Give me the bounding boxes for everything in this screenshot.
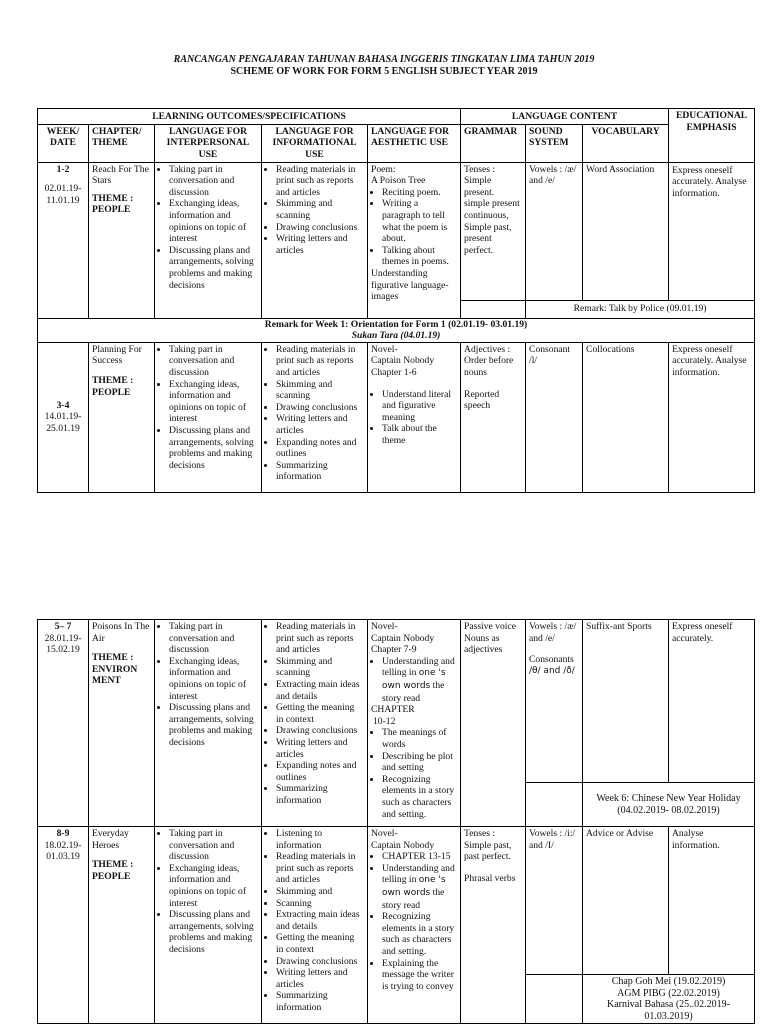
header-row-sub [38, 124, 755, 162]
remark-line: Karnival Bahasa (25..02.2019- 01.03.2019) [606, 999, 731, 1022]
list-item: • Talking about themes in poems. [382, 245, 457, 268]
list-item: • Skimming and scanning [276, 198, 364, 221]
aesthetic-line: A Poison Tree [371, 175, 426, 187]
chapter-title: Poisons In The Air [92, 621, 150, 644]
list-item: • Getting the meaning in context [276, 932, 364, 955]
list-item: • Taking part in conversation and discussion [169, 344, 258, 379]
table-row [38, 162, 755, 300]
list-item: • Expanding notes and outlines [276, 760, 364, 783]
grammar-cell-empty [461, 300, 526, 318]
emphasis-cell: Express oneself accurately. Analyse information. [669, 162, 755, 300]
theme-value: PEOPLE [92, 870, 131, 882]
week-cell [38, 342, 89, 492]
vocabulary-header: VOCABULARY [583, 124, 669, 162]
week-dates: 02.01.19-11.01.19 [44, 183, 82, 206]
remark-line: Chap Goh Mei (19.02.2019) [611, 976, 726, 987]
list-item: • Recognizing elements in a story such as characters and setting. [382, 774, 457, 820]
list-item: • Discussing plans and arrangements, solving problems and making decisions [169, 425, 258, 471]
list-item [382, 656, 457, 704]
informational-cell [262, 620, 368, 827]
week-date-header: WEEK/ DATE [38, 124, 89, 162]
educational-emphasis-header: EDUCATIONAL EMPHASIS [669, 109, 755, 163]
list-item: • Understand literal and figurative meaning [382, 389, 457, 424]
header-row-top [38, 109, 755, 125]
informational-cell [262, 162, 368, 318]
list-item: • CHAPTER 13-15 [382, 851, 457, 863]
list-item: • Writing a paragraph to tell what the poem is about. [382, 198, 457, 244]
vocabulary-cell: Word Association [583, 162, 669, 300]
aesthetic-line: Captain Nobody [371, 839, 435, 851]
week-number: 3-4 [56, 399, 70, 411]
list-item: • Drawing conclusions [276, 725, 364, 737]
emphasis-cell: Analyse information. [669, 827, 755, 975]
grammar-cell [461, 342, 526, 492]
list-item: • Reading materials in print such as reports and articles [276, 621, 364, 656]
list-item: • Discussing plans and arrangements, solving problems and making decisions [169, 909, 258, 955]
list-item: • Summarizing information [276, 783, 364, 806]
aesthetic-line: Chapter 1-6 [371, 366, 417, 378]
sound-system-cell: Vowels : /i:/ and /I/ [526, 827, 583, 975]
grammar-text: Tenses : Simple past, past perfect. [464, 828, 512, 863]
aesthetic-text: the story read [382, 679, 445, 704]
vocabulary-cell: Suffix-ant Sports [583, 620, 669, 783]
list-item: • Taking part in conversation and discussion [169, 164, 258, 199]
theme-value: PEOPLE [92, 386, 131, 398]
remark-week1-line1: Remark for Week 1: Orientation for Form 1 (02.01.19- 03.01.19) [264, 318, 528, 330]
sound-system-cell: Consonant /l/ [526, 342, 583, 492]
list-item: • Exchanging ideas, information and opinions on topic of interest [169, 863, 258, 909]
sound-system-header: SOUND SYSTEM [526, 124, 583, 162]
theme-label: THEME : [92, 374, 134, 386]
interpersonal-header: LANGUAGE FOR INTERPERSONAL USE [155, 124, 262, 162]
aesthetic-line: Captain Nobody [371, 355, 435, 367]
list-item: • Taking part in conversation and discussion [169, 828, 258, 863]
remark-week1-line2: Sukan Tara (04.01.19) [351, 330, 441, 342]
grammar-cell: Tenses : Simple present. simple present continuous, Simple past, present perfect. [461, 162, 526, 300]
week-number: 1-2 [56, 163, 70, 175]
list-item: • Writing letters and articles [276, 967, 364, 990]
chapter-title: Reach For The Stars [92, 163, 149, 187]
chapter-cell [89, 827, 155, 1024]
aesthetic-text: Understanding and telling in [382, 655, 455, 679]
aesthetic-line: Novel- [371, 621, 398, 632]
list-item: • Reading materials in print such as reports and articles [276, 164, 364, 199]
remark-cell [583, 975, 755, 1024]
informational-cell [262, 827, 368, 1024]
document-title-malay: RANCANGAN PENGAJARAN TAHUNAN BAHASA INGGERIS TINGKATAN LIMA TAHUN 2019 [173, 54, 595, 65]
theme-label: THEME : [92, 859, 134, 871]
list-item: • Reciting poem. [382, 187, 457, 199]
aesthetic-cell [368, 162, 461, 318]
grammar-text-2: Reported speech [464, 388, 500, 412]
list-item: • Explaining the message the writer is trying to convey [382, 958, 457, 993]
list-item: • Skimming and [276, 886, 364, 898]
sound-system-cell-empty [526, 975, 583, 1024]
list-item: • Listening to information [276, 828, 364, 851]
table-row [38, 827, 755, 975]
emphasis-cell: Express oneself accurately. Analyse information. [669, 342, 755, 492]
sound-system-cell [526, 620, 583, 783]
list-item: • Taking part in conversation and discussion [169, 621, 258, 656]
list-item: • Writing letters and articles [276, 737, 364, 760]
remark-cell [583, 783, 755, 827]
list-item: • Scanning [276, 898, 364, 910]
list-item: • Describing he plot and setting [382, 751, 457, 774]
theme-value: ENVIRON MENT [92, 663, 138, 687]
table-row [38, 318, 755, 342]
week-dates: 28.01.19-15.02.19 [44, 632, 82, 656]
aesthetic-text: Understanding and telling in [382, 862, 455, 886]
grammar-header: GRAMMAR [461, 124, 526, 162]
table-row [38, 342, 755, 492]
list-item: • Writing letters and articles [276, 413, 364, 436]
language-content-header: LANGUAGE CONTENT [461, 109, 669, 125]
list-item: • Getting the meaning in context [276, 702, 364, 725]
week-cell [38, 162, 89, 318]
sound-text-2: Consonants [529, 654, 574, 666]
theme-label: THEME : [92, 192, 134, 204]
remark-cell: Remark: Talk by Police (09.01.19) [526, 300, 755, 318]
list-item: • Reading materials in print such as reports and articles [276, 344, 364, 379]
document-title-english: SCHEME OF WORK FOR FORM 5 ENGLISH SUBJECT YEAR 2019 [230, 66, 538, 77]
grammar-cell [461, 827, 526, 1024]
remark-week1-cell [38, 318, 755, 342]
week-dates: 14.01.19-25.01.19 [44, 411, 82, 435]
list-item: • Reading materials in print such as reports and articles [276, 851, 364, 886]
list-item: • Exchanging ideas, information and opinions on topic of interest [169, 656, 258, 702]
aesthetic-handwritten-text: one 's own words [382, 875, 446, 898]
list-item: • Drawing conclusions [276, 956, 364, 968]
list-item: • Recognizing elements in a story such as characters and setting. [382, 911, 457, 957]
aesthetic-line: Chapter 7-9 [371, 644, 417, 656]
interpersonal-cell [155, 827, 262, 1024]
aesthetic-cell [368, 827, 461, 1024]
aesthetic-cell [368, 342, 461, 492]
aesthetic-line: Novel- [371, 828, 398, 839]
list-item: • The meanings of words [382, 727, 457, 750]
scheme-table-part2 [37, 619, 755, 1024]
list-item: • Summarizing information [276, 990, 364, 1013]
grammar-text-2: Phrasal verbs [464, 872, 516, 884]
grammar-cell: Passive voice Nouns as adjectives [461, 620, 526, 827]
emphasis-cell: Express oneself accurately. [669, 620, 755, 783]
aesthetic-text: the story read [382, 886, 445, 911]
week-cell [38, 620, 89, 827]
remark-line: Week 6: Chinese New Year Holiday [596, 792, 741, 804]
aesthetic-header: LANGUAGE FOR AESTHETIC USE [368, 124, 461, 162]
week-number: 5– 7 [54, 621, 72, 632]
week-dates: 18.02.19-01.03.19 [44, 839, 82, 863]
aesthetic-line: Captain Nobody [371, 632, 435, 644]
sound-handwritten-text: /θ/ and /ð/ [529, 665, 575, 676]
week-cell [38, 827, 89, 1024]
scheme-table-part1 [37, 108, 755, 493]
interpersonal-cell [155, 620, 262, 827]
list-item: • Skimming and scanning [276, 379, 364, 402]
aesthetic-line: CHAPTER [371, 704, 415, 716]
chapter-cell [89, 342, 155, 492]
sound-system-cell: Vowels : /æ/ and /e/ [526, 162, 583, 300]
aesthetic-line: Understanding figurative language-images [371, 267, 449, 303]
sound-system-cell-empty [526, 783, 583, 827]
aesthetic-line: Novel- [371, 343, 398, 355]
list-item: • Discussing plans and arrangements, solving problems and making decisions [169, 245, 258, 291]
chapter-title: Planning For Success [92, 343, 142, 367]
vocabulary-cell: Advice or Advise [583, 827, 669, 975]
aesthetic-line: 10-12 [373, 715, 396, 727]
list-item: • Extracting main ideas and details [276, 679, 364, 702]
list-item: • Exchanging ideas, information and opinions on topic of interest [169, 379, 258, 425]
list-item: • Drawing conclusions [276, 402, 364, 414]
learning-outcomes-header: LEARNING OUTCOMES/SPECIFICATIONS [38, 109, 461, 125]
remark-line: (04.02.2019- 08.02.2019) [617, 804, 720, 816]
theme-value: PEOPLE [92, 204, 131, 216]
grammar-text: Adjectives : Order before nouns [464, 343, 514, 378]
list-item: • Summarizing information [276, 460, 364, 483]
list-item: • Writing letters and articles [276, 233, 364, 256]
list-item [382, 863, 457, 911]
informational-cell [262, 342, 368, 492]
table-row [38, 620, 755, 783]
week-number: 8-9 [56, 828, 70, 839]
aesthetic-line: Poem: [371, 163, 396, 175]
list-item: • Discussing plans and arrangements, solving problems and making decisions [169, 702, 258, 748]
sound-text: Vowels : /æ/ and /e/ [529, 621, 577, 644]
list-item: • Drawing conclusions [276, 222, 364, 234]
list-item: • Skimming and scanning [276, 656, 364, 679]
chapter-title: Everyday Heroes [92, 828, 129, 851]
list-item: • Expanding notes and outlines [276, 437, 364, 460]
interpersonal-cell [155, 342, 262, 492]
vocabulary-cell: Collocations [583, 342, 669, 492]
aesthetic-handwritten-text: one 's own words [382, 668, 446, 691]
interpersonal-cell [155, 162, 262, 318]
list-item: • Exchanging ideas, information and opinions on topic of interest [169, 198, 258, 244]
chapter-cell [89, 620, 155, 827]
chapter-cell [89, 162, 155, 318]
list-item: • Extracting main ideas and details [276, 909, 364, 932]
chapter-theme-header: CHAPTER/ THEME [89, 124, 155, 162]
aesthetic-cell [368, 620, 461, 827]
remark-line: AGM PIBG (22.02.2019) [617, 987, 720, 999]
list-item: • Talk about the theme [382, 423, 457, 446]
theme-label: THEME : [92, 652, 134, 664]
informational-header: LANGUAGE FOR INFORMATIONAL USE [262, 124, 368, 162]
